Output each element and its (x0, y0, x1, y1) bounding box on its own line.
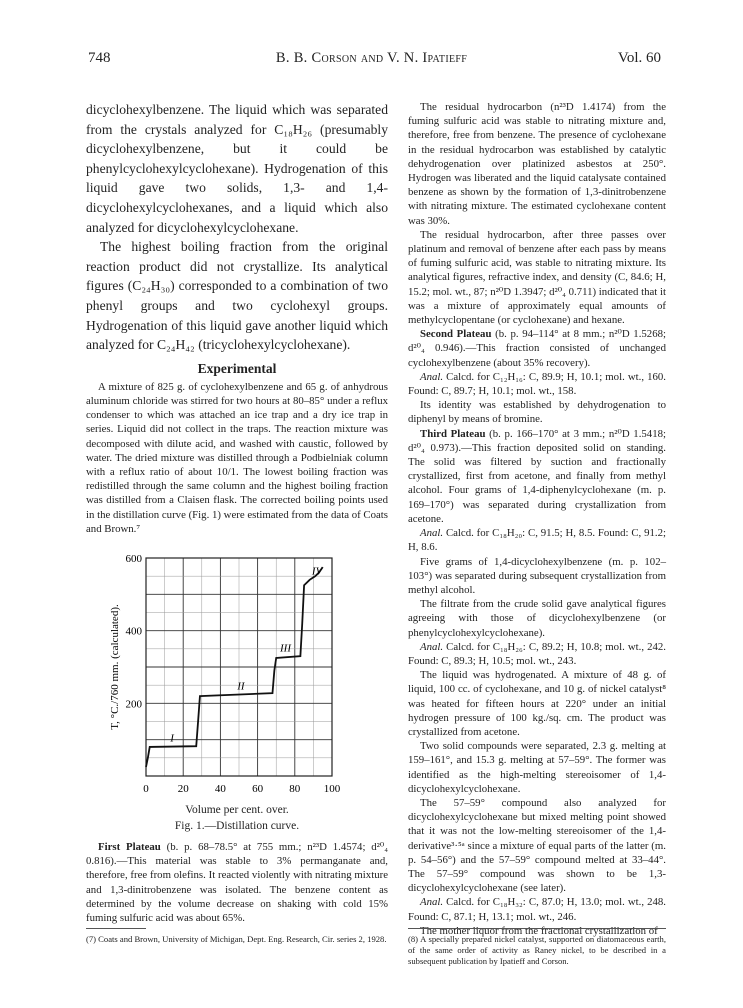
paragraph-57-59-compound: The 57–59° compound also analyzed for dicyclohexylcyclohexane but mixed melting point showed that it was not the low-melting stereoisomer of the 1,4-derivative³·⁵ᵃ since a mixture of equal parts of the latter (m. p. 54–56°) and the 57–59° compound melted at 33–44°. The 57–59° compound was shown to be 1,3-dicyclohexylcyclohexane (see later). (408, 796, 666, 895)
paragraph-two-solids: Two solid compounds were separated, 2.3 g. melting at 159–161°, and 15.3 g. melting at 57–59°. The former was identified as the high-melting stereoisomer of 1,4-dicyclohexylcyclohexane. (408, 740, 666, 795)
figure-caption: Fig. 1.—Distillation curve. (174, 819, 300, 832)
section-heading-experimental: Experimental (197, 360, 277, 376)
paragraph-dicyclohexylbenzene: Five grams of 1,4-dicyclohexylbenzene (m. p. 102–103°) was separated during subsequent crystallization from methyl alcohol. (408, 555, 666, 596)
third-plateau-text: (b. p. 166–170° at 3 mm.; n²⁰D 1.5418; d²⁰₄ 0.973).—This fraction deposited solid on standing. The solid was filtered by suction and fractionally crystallized, first from acetone, and finally from methyl alcohol. Four grams of 1,4-diphenylcyclohexane (m. p. 169–170°) was separated during crystallization from acetone. (408, 427, 666, 525)
y-tick-label: 200 (125, 698, 142, 711)
plateau-label: IV (311, 565, 323, 578)
footnote-rule-left (86, 928, 146, 929)
x-tick-label: 40 (214, 782, 226, 795)
x-tick-label: 20 (177, 782, 189, 795)
running-head-authors: B. B. Corson and V. N. Ipatieff (275, 50, 468, 66)
analysis-4 (408, 895, 666, 923)
analysis-4-text: Calcd. for C₁₈H₃₂: C, 87.0; H, 13.0; mol. wt., 248. Found: C, 87.1; H, 13.1; mol. wt., 246. (408, 896, 666, 923)
page-number: 748 (88, 50, 111, 66)
plateau-label: I (170, 732, 174, 745)
anal-label: Anal. (420, 370, 444, 383)
analysis-3-text: Calcd. for C₁₈H₂₆: C, 89.2; H, 10.8; mol. wt., 242. Found: C, 89.3; H, 10.5; mol. wt., 243. (408, 640, 666, 667)
left-column (86, 100, 388, 925)
volume-label: Vol. 60 (617, 50, 661, 66)
footnote-7: (7) Coats and Brown, University of Michigan, Dept. Eng. Research, Cir. series 2, 1928. (86, 934, 387, 944)
paragraph-mother-liquor: The mother liquor from the fractional crystallization of (420, 924, 658, 937)
analysis-2 (408, 526, 666, 554)
analysis-3 (408, 640, 666, 668)
x-tick-label: 100 (323, 782, 341, 795)
analysis-2-text: Calcd. for C₁₈H₂₀: C, 91.5; H, 8.5. Found: C, 91.2; H, 8.6. (408, 527, 666, 554)
paragraph-residual-hydrocarbon: The residual hydrocarbon (n²³D 1.4174) from the fuming sulfuric acid was stable to nitrating mixture and, therefore, free from benzene. The presence of cyclohexane in the residual hydrocarbon was established by catalytic dehydrogenation over platinized asbestos at 250°. Hydrogen was liberated and the liquid catalysate contained benzene as shown by the formation of 1,3-dinitrobenzene with nitrating mixture. The estimated cyclohexane content was 30%. (408, 101, 666, 227)
second-plateau-text: (b. p. 94–114° at 8 mm.; n²⁰D 1.5268; d²⁰₄ 0.946).—This fraction consisted of unchanged cyclohexylbenzene (about 35% recovery). (408, 328, 666, 369)
analysis-1 (408, 370, 666, 398)
analysis-1-text: Calcd. for C₁₂H₁₆: C, 89.9; H, 10.1; mol. wt., 160. Found: C, 89.7; H, 10.1; mol. wt., 158. (408, 370, 666, 398)
paragraph-third-plateau (408, 427, 666, 526)
figure-x-axis-label: Volume per cent. over. (185, 803, 289, 816)
plateau-label: III (280, 642, 291, 655)
paragraph-first-plateau (86, 840, 388, 925)
y-axis-label: T, °C./760 mm. (calculated). (109, 604, 121, 730)
figure-distillation-curve (86, 540, 388, 840)
paragraph-identity: Its identity was established by dehydrogenation to diphenyl by means of bromine. (408, 399, 666, 426)
paragraph-experimental: A mixture of 825 g. of cyclohexylbenzene and 65 g. of anhydrous aluminum chloride was stirred for two hours at 80–85° under a reflux condenser to which was attached an ice trap and a dry ice trap in series. Liquid did not collect in the traps. The reaction mixture was decomposed with dilute acid, and washed with caustic, followed by water. The dried mixture was distilled through a Podbielniak column with a reflux ratio of about 10/1. The lowest boiling fraction was redistilled through the same column and the highest boiling fraction was distilled from a Claisen flask. The corrected boiling points used in the distillation curve (Fig. 1) were estimated from the data of Coats and Brown.⁷ (86, 380, 388, 535)
footnote-8: (8) A specially prepared nickel catalyst, supported on diatomaceous earth, of the same order of activity as Raney nickel, to be described in a subsequent publication by Ipatieff and Corson. (408, 934, 666, 966)
second-plateau-label: Second Plateau (420, 328, 492, 341)
first-plateau-label: First Plateau (98, 840, 161, 853)
anal-label: Anal. (420, 527, 444, 540)
paragraph-hydrogenation: The liquid was hydrogenated. A mixture of 48 g. of liquid, 100 cc. of cyclohexane, and 10 g. of nickel catalyst⁸ was heated for fifteen hours at 220° under an initial hydrogen pressure of 100 kg./sq. cm. The product was crystallized from acetone. (408, 669, 666, 738)
paragraph-filtrate: The filtrate from the crude solid gave analytical figures agreeing with those of dicyclohexylbenzene (or phenylcyclohexylcyclohexane). (408, 598, 666, 639)
x-tick-label: 60 (252, 782, 264, 795)
y-tick-label: 600 (125, 552, 142, 565)
anal-label: Anal. (420, 640, 444, 653)
plateau-label: II (237, 680, 245, 693)
paragraph-residual-after-passes: The residual hydrocarbon, after three passes over platinum and removal of benzene after each pass by means of fuming sulfuric acid, was stable to nitrating mixture. Its analytical figures, refractive index, and density (C, 84.6; H, 15.2; mol. wt., 87; n²⁰D 1.3947; d²⁰₄ 0.711) indicated that it was a mixture of approximately equal amounts of methylcyclopentane (or cyclohexane) and hexane. (408, 228, 666, 327)
x-tick-label: 0 (143, 782, 149, 795)
anal-label: Anal. (420, 896, 444, 909)
third-plateau-label: Third Plateau (420, 427, 486, 440)
y-tick-label: 400 (125, 625, 142, 638)
right-column (408, 100, 666, 938)
distillation-chart (86, 540, 388, 802)
page-header (0, 50, 743, 72)
first-plateau-text: (b. p. 68–78.5° at 755 mm.; n²³D 1.4574; d²⁰₄ 0.816).—This material was stable to 3% permanganate and, therefore, free from olefins. It reacted violently with nitrating mixture and 1,3-dinitrobenzene was isolated. The benzene content as determined by the volume decrease on shaking with cold 15% fuming sulfuric acid was about 65%. (86, 840, 388, 924)
paragraph-intro-continued: dicyclohexylbenzene. The liquid which was separated from the crystals analyzed for C₁₈H₂₆ (presumably dicyclohexylbenzene, but it could be phenylcyclohexylcyclohexane). Hydrogenation of this liquid gave two solids, 1,3- and 1,4-dicyclohexylcyclohexanes, and a liquid which also analyzed for dicyclohexylcyclohexane. (86, 102, 388, 235)
footnote-rule-right (408, 928, 666, 929)
paragraph-second-plateau (408, 327, 666, 370)
paragraph-highest-boiling: The highest boiling fraction from the original reaction product did not crystallize. Its analytical figures (C₂₄H₃₀) corresponded to a combination of two phenyl groups and two cyclohexyl groups. Hydrogenation of this liquid gave another liquid which analyzed for C₂₄H₄₂ (tricyclohexylcyclohexane). (86, 239, 388, 353)
x-tick-label: 80 (289, 782, 301, 795)
